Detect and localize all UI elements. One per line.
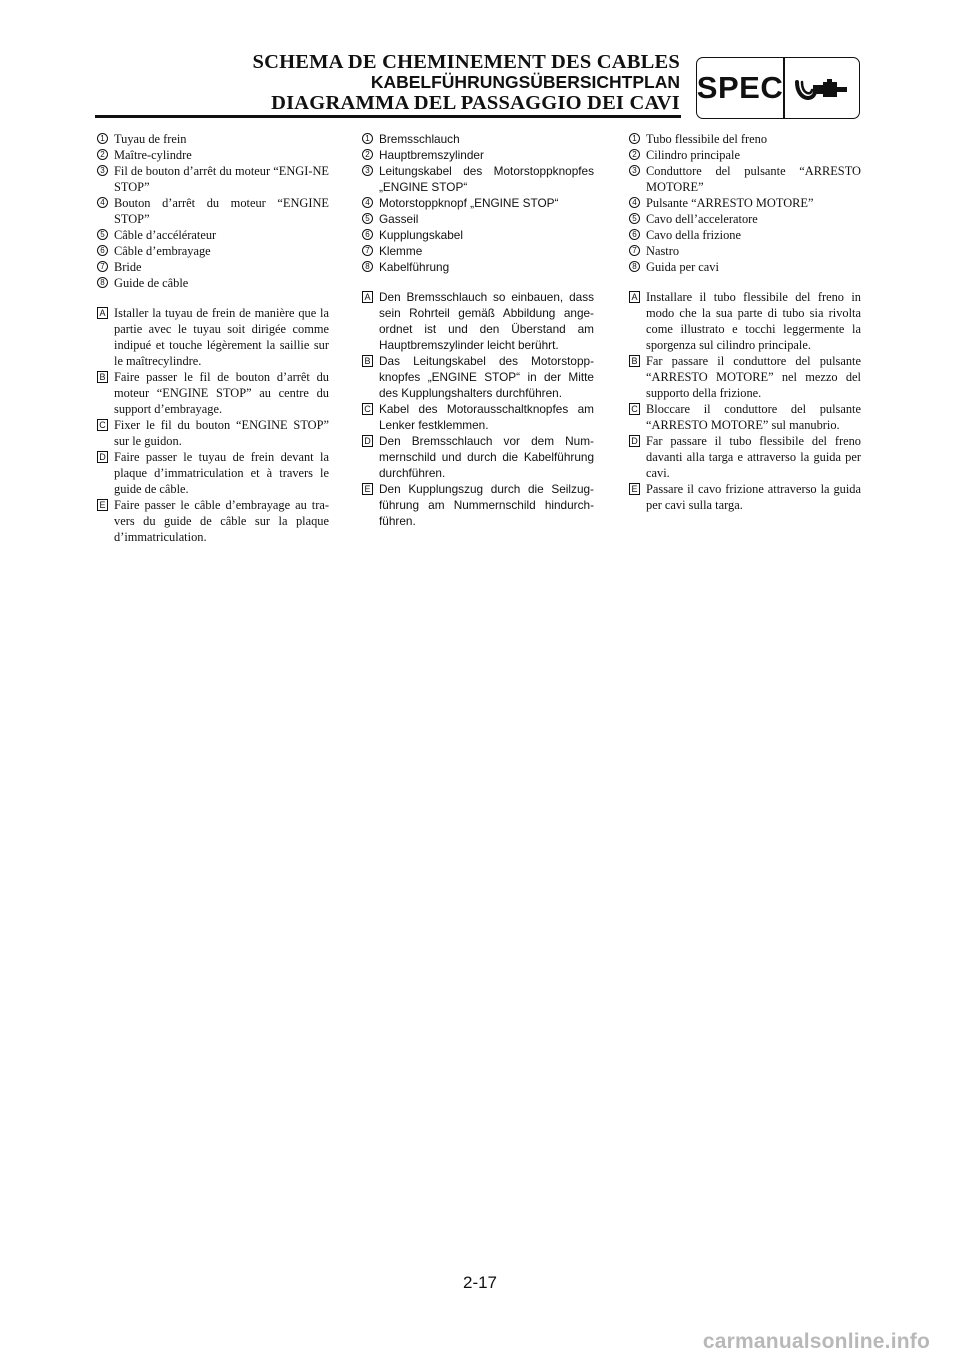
list-item: 2 Maître-cylindre — [97, 147, 329, 163]
letter-marker: C — [97, 419, 108, 431]
letter-marker: A — [629, 291, 640, 303]
note-item: B Das Leitungskabel des Motorstopp-knopfes „ENGINE STOP“ in der Mitte des Kupplungshalters durchführen. — [362, 353, 594, 401]
list-item: 6 Kupplungskabel — [362, 227, 594, 243]
list-item: 8 Guida per cavi — [629, 259, 861, 275]
number-marker: 8 — [629, 261, 640, 272]
title-italian: DIAGRAMMA DEL PASSAGGIO DEI CAVI — [271, 92, 680, 114]
column-french — [97, 131, 329, 545]
note-item: B Far passare il conduttore del pulsante “ARRESTO MOTORE” nel mezzo del supporto della frizione. — [629, 353, 861, 401]
list-item: 2 Cilindro principale — [629, 147, 861, 163]
number-marker: 4 — [629, 197, 640, 208]
number-marker: 3 — [362, 165, 373, 176]
number-marker: 8 — [362, 261, 373, 272]
number-marker: 1 — [97, 133, 108, 144]
list-item: 1 Bremsschlauch — [362, 131, 594, 147]
list-item: 2 Hauptbremszylinder — [362, 147, 594, 163]
list-item: 4 Bouton d’arrêt du moteur “ENGINE STOP” — [97, 195, 329, 227]
number-marker: 3 — [629, 165, 640, 176]
note-item: B Faire passer le fil de bouton d’arrêt du moteur “ENGINE STOP” au centre du support d’embrayage. — [97, 369, 329, 417]
column-german — [362, 131, 594, 529]
number-marker: 8 — [97, 277, 108, 288]
letter-marker: D — [629, 435, 640, 447]
number-marker: 7 — [362, 245, 373, 256]
note-item: D Faire passer le tuyau de frein devant la plaque d’immatriculation et à travers le guide de câble. — [97, 449, 329, 497]
list-item: 6 Câble d’embrayage — [97, 243, 329, 259]
number-marker: 2 — [97, 149, 108, 160]
spec-badge — [696, 57, 860, 119]
list-item: 3 Leitungskabel des Motorstoppknopfes „ENGINE STOP“ — [362, 163, 594, 195]
list-item: 4 Pulsante “ARRESTO MOTORE” — [629, 195, 861, 211]
list-item: 6 Cavo della frizione — [629, 227, 861, 243]
note-item: C Fixer le fil du bouton “ENGINE STOP” sur le guidon. — [97, 417, 329, 449]
letter-marker: E — [362, 483, 373, 495]
letter-marker: C — [362, 403, 373, 415]
note-item: E Den Kupplungszug durch die Seilzug-führung am Nummernschild hindurch-führen. — [362, 481, 594, 529]
letter-marker: D — [362, 435, 373, 447]
list-item: 4 Motorstoppknopf „ENGINE STOP“ — [362, 195, 594, 211]
number-marker: 3 — [97, 165, 108, 176]
note-item: D Den Bremsschlauch vor dem Num-mernschild und durch die Kabelführung durchführen. — [362, 433, 594, 481]
note-item: C Bloccare il conduttore del pulsante “ARRESTO MOTORE” sul manubrio. — [629, 401, 861, 433]
list-item: 5 Gasseil — [362, 211, 594, 227]
number-marker: 2 — [362, 149, 373, 160]
note-item: C Kabel des Motorausschaltknopfes am Lenker festklemmen. — [362, 401, 594, 433]
spec-divider — [783, 58, 785, 118]
letter-marker: B — [629, 355, 640, 367]
list-item: 5 Cavo dell’acceleratore — [629, 211, 861, 227]
list-item: 1 Tuyau de frein — [97, 131, 329, 147]
list-item: 7 Nastro — [629, 243, 861, 259]
number-marker: 4 — [97, 197, 108, 208]
letter-marker: E — [629, 483, 640, 495]
note-item: E Passare il cavo frizione attraverso la guida per cavi sulla targa. — [629, 481, 861, 513]
header-rule — [95, 115, 681, 118]
title-french: SCHEMA DE CHEMINEMENT DES CABLES — [252, 51, 680, 73]
number-marker: 6 — [362, 229, 373, 240]
note-item: A Installare il tubo flessibile del freno in modo che la sua parte di tubo sia rivolta come illustrato e tocchi leggermente la sporgenza sul cilindro principale. — [629, 289, 861, 353]
note-item: A Den Bremsschlauch so einbauen, dass sein Rohrteil gemäß Abbildung ange-ordnet ist und den Überstand am Hauptbremszylinder leicht berührt. — [362, 289, 594, 353]
spec-label: SPEC — [696, 70, 784, 105]
number-marker: 4 — [362, 197, 373, 208]
cable-tool-icon — [793, 70, 851, 108]
letter-marker: A — [362, 291, 373, 303]
list-item: 3 Fil de bouton d’arrêt du moteur “ENGI-NE STOP” — [97, 163, 329, 195]
number-marker: 6 — [629, 229, 640, 240]
list-item: 8 Guide de câble — [97, 275, 329, 291]
number-marker: 2 — [629, 149, 640, 160]
watermark: carmanualsonline.info — [702, 1330, 930, 1353]
letter-marker: B — [97, 371, 108, 383]
list-item: 7 Klemme — [362, 243, 594, 259]
number-marker: 7 — [629, 245, 640, 256]
title-german: KABELFÜHRUNGSÜBERSICHTPLAN — [370, 71, 680, 92]
page-header — [253, 52, 681, 114]
list-item: 8 Kabelführung — [362, 259, 594, 275]
column-italian — [629, 131, 861, 513]
number-marker: 1 — [629, 133, 640, 144]
number-marker: 6 — [97, 245, 108, 256]
list-item: 5 Câble d’accélérateur — [97, 227, 329, 243]
letter-marker: E — [97, 499, 108, 511]
note-item: E Faire passer le câble d’embrayage au tra-vers du guide de câble sur la plaque d’immatriculation. — [97, 497, 329, 545]
list-item: 7 Bride — [97, 259, 329, 275]
list-item: 3 Conduttore del pulsante “ARRESTO MOTORE” — [629, 163, 861, 195]
letter-marker: D — [97, 451, 108, 463]
note-item: A Istaller la tuyau de frein de manière que la partie avec le tuyau soit dirigée comme indipué et touche légèrement la saillie sur le maîtrecylindre. — [97, 305, 329, 369]
number-marker: 5 — [97, 229, 108, 240]
letter-marker: B — [362, 355, 373, 367]
letter-marker: C — [629, 403, 640, 415]
list-item: 1 Tubo flessibile del freno — [629, 131, 861, 147]
number-marker: 1 — [362, 133, 373, 144]
number-marker: 5 — [362, 213, 373, 224]
note-item: D Far passare il tubo flessibile del freno davanti alla targa e attraverso la guida per cavi. — [629, 433, 861, 481]
number-marker: 5 — [629, 213, 640, 224]
page-number: 2-17 — [462, 1273, 498, 1292]
number-marker: 7 — [97, 261, 108, 272]
letter-marker: A — [97, 307, 108, 319]
